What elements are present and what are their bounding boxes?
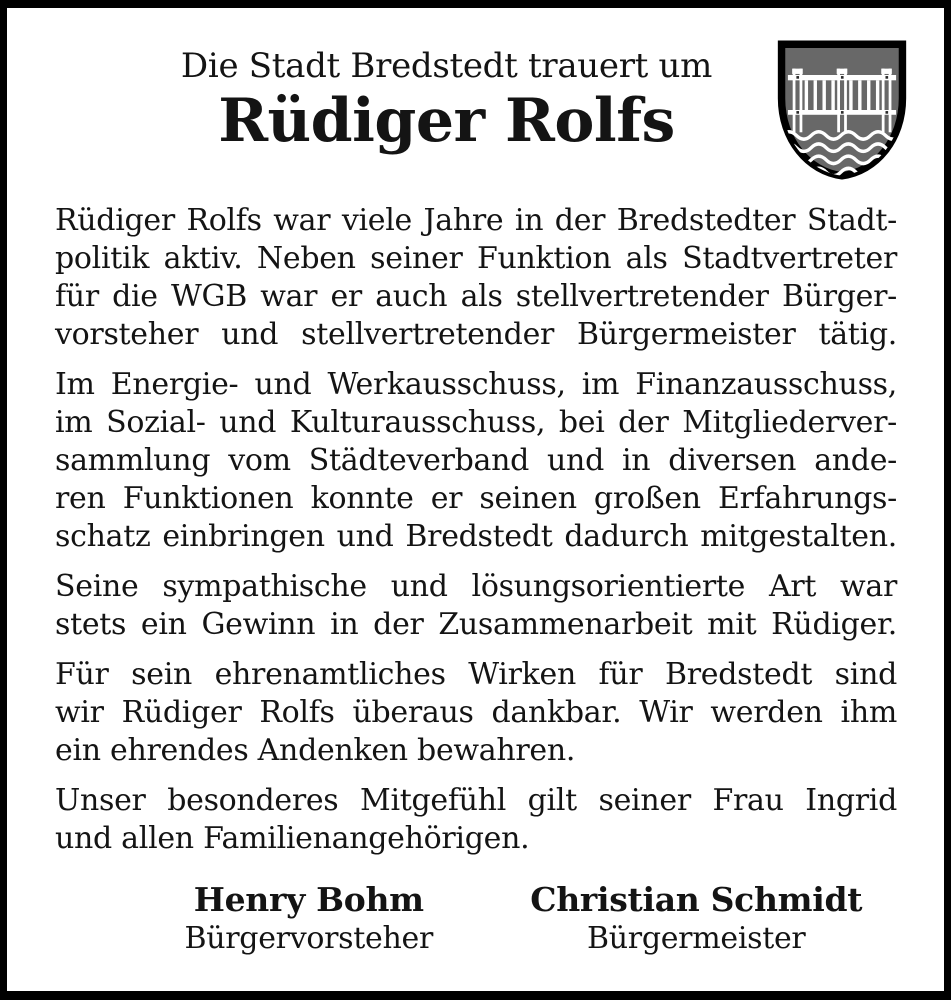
intro-line: Die Stadt Bredstedt trauert um xyxy=(180,46,713,86)
signatory-role: Bürgermeister xyxy=(587,921,806,956)
city-crest-icon xyxy=(777,40,907,180)
body-line: Rüdiger Rolfs war viele Jahre in der Bredstedter Stadt- xyxy=(55,203,897,238)
body-line: sammlung vom Städteverband und in diversen ande- xyxy=(55,443,897,478)
paragraph xyxy=(55,656,897,770)
body-line: Im Energie- und Werkausschuss, im Finanzausschuss, xyxy=(55,367,897,402)
paragraph xyxy=(55,782,897,858)
body-line: wir Rüdiger Rolfs überaus dankbar. Wir werden ihm xyxy=(55,695,897,730)
body-line: und allen Familienangehörigen. xyxy=(55,821,530,856)
body-line: für die WGB war er auch als stellvertretender Bürger- xyxy=(55,279,897,314)
signature-block xyxy=(55,880,890,958)
body-line: im Sozial- und Kulturausschuss, bei der Mitgliederver- xyxy=(55,405,897,440)
body-line: Unser besonderes Mitgefühl gilt seiner Frau Ingrid xyxy=(55,783,897,818)
signatory-name: Henry Bohm xyxy=(193,880,424,919)
signatory-name: Christian Schmidt xyxy=(530,880,863,919)
body-line: Für sein ehrenamtliches Wirken für Bredstedt sind xyxy=(55,657,897,692)
paragraph xyxy=(55,366,897,556)
paragraph xyxy=(55,568,897,644)
paragraph xyxy=(55,202,897,354)
body-line: schatz einbringen und Bredstedt dadurch mitgestalten. xyxy=(55,519,897,554)
body-line: ren Funktionen konnte er seinen großen Erfahrungs- xyxy=(55,481,897,516)
signatory-role: Bürgervorsteher xyxy=(184,921,433,956)
body-line: vorsteher und stellvertretender Bürgermeister tätig. xyxy=(55,317,897,352)
notice-header xyxy=(55,46,838,154)
body-line: politik aktiv. Neben seiner Funktion als Stadtvertreter xyxy=(55,241,897,276)
signatory xyxy=(503,880,891,958)
notice-body xyxy=(55,202,897,870)
signatory xyxy=(115,880,503,958)
body-line: ein ehrendes Andenken bewahren. xyxy=(55,733,576,768)
body-line: Seine sympathische und lösungsorientierte Art war xyxy=(55,569,897,604)
deceased-name: Rüdiger Rolfs xyxy=(218,86,675,156)
body-line: stets ein Gewinn in der Zusammenarbeit mit Rüdiger. xyxy=(55,607,897,642)
